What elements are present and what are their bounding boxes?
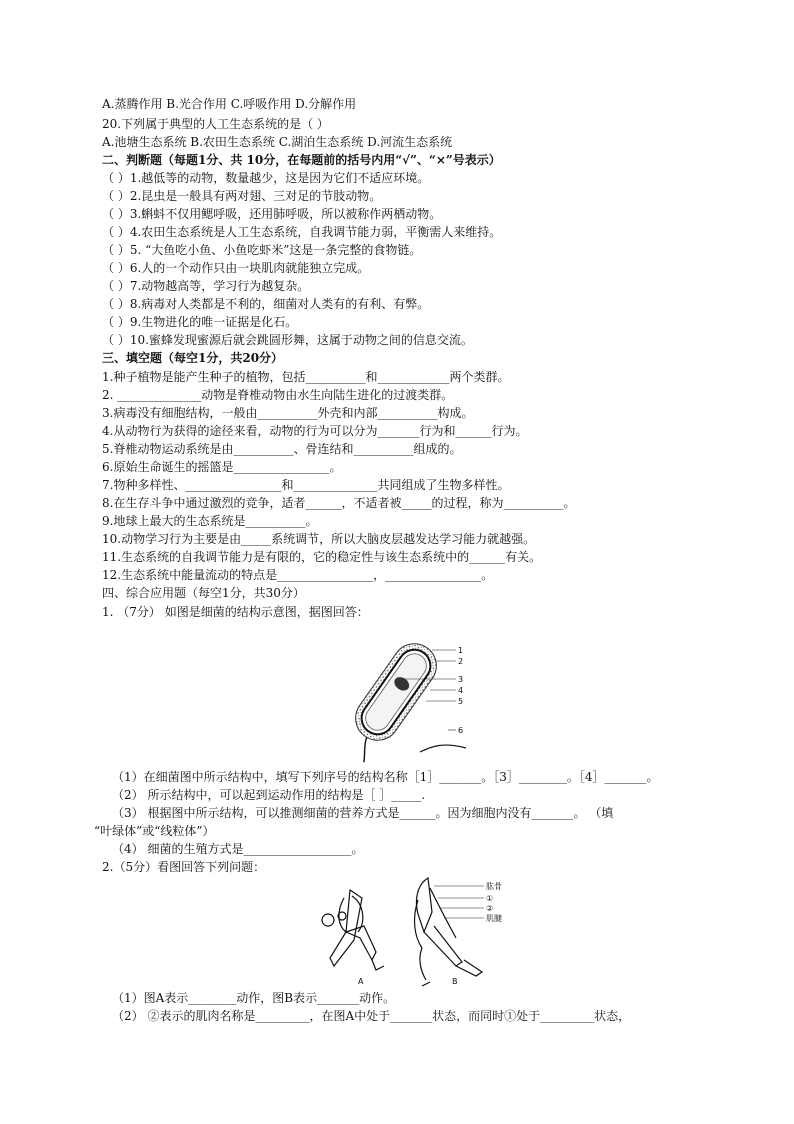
judge-item-5: （ ）5. “大鱼吃小鱼、小鱼吃虾米”这是一条完整的食物链。 bbox=[102, 243, 422, 257]
app-q1-sub-3: （3） 根据图中所示结构，可以推测细菌的营养方式是______。因为细胞内没有_______。 （填 bbox=[112, 806, 614, 820]
judge-item-10: （ ）10.蜜蜂发现蜜源后就会跳圆形舞，这属于动物之间的信息交流。 bbox=[102, 333, 473, 347]
bacteria-label-2: 2 bbox=[458, 657, 464, 666]
fill-item-11: 11.生态系统的自我调节能力是有限的，它的稳定性与该生态系统中的______有关。 bbox=[102, 550, 542, 564]
arm-label-2: ② bbox=[486, 904, 494, 913]
app-q2-stem: 2.（5分）看图回答下列问题： bbox=[102, 860, 266, 874]
arm-label-1: ① bbox=[486, 894, 494, 903]
judge-item-3: （ ）3.蝌蚪不仅用鳃呼吸，还用肺呼吸，所以被称作两栖动物。 bbox=[102, 207, 442, 221]
bacteria-diagram bbox=[340, 630, 470, 770]
bacteria-label-1: 1 bbox=[458, 646, 464, 655]
section-3-heading: 三、填空题（每空1分，共20分） bbox=[102, 351, 284, 365]
judge-item-4: （ ）4.农田生态系统是人工生态系统，自我调节能力弱，平衡需人来维持。 bbox=[102, 225, 502, 239]
app-q1-sub-2: （2） 所示结构中，可以起到运动作用的结构是［ ］_____. bbox=[112, 788, 426, 802]
judge-item-8: （ ）8.病毒对人类都是不利的，细菌对人类有的有利、有弊。 bbox=[102, 297, 430, 311]
fill-item-4: 4.从动物行为获得的途径来看，动物的行为可以分为_______行为和______行为。 bbox=[102, 424, 528, 438]
bacteria-label-6: 6 bbox=[458, 726, 464, 735]
arm-muscle-diagram bbox=[306, 874, 516, 990]
judge-item-1: （ ）1.越低等的动物，数量越少，这是因为它们不适应环境。 bbox=[102, 171, 430, 185]
arm-label-a: A bbox=[358, 977, 364, 986]
app-q1-sub-3-cont: “叶绿体”或“线粒体”） bbox=[94, 824, 215, 838]
bacteria-label-5: 5 bbox=[458, 697, 464, 706]
fill-item-10: 10.动物学习行为主要是由_____系统调节，所以大脑皮层越发达学习能力就越强。 bbox=[102, 532, 536, 546]
fill-item-3: 3.病毒没有细胞结构，一般由__________外壳和内部__________构成。 bbox=[102, 406, 474, 420]
q19-options: A.蒸腾作用 B.光合作用 C.呼吸作用 D.分解作用 bbox=[102, 97, 357, 111]
app-q1-sub-4: （4） 细菌的生殖方式是__________________。 bbox=[112, 842, 364, 856]
app-q2-sub-2: （2） ②表示的肌肉名称是_________，在图A中处于_______状态，而同时①处于_________状态， bbox=[112, 1009, 631, 1023]
fill-item-9: 9.地球上最大的生态系统是__________。 bbox=[102, 514, 318, 528]
section-2-heading: 二、判断题（每题1分、共 10分，在每题前的括号内用“√”、“×”号表示） bbox=[102, 153, 501, 167]
bacteria-label-3: 3 bbox=[458, 675, 464, 684]
fill-item-6: 6.原始生命诞生的摇篮是________________。 bbox=[102, 460, 342, 474]
fill-item-8: 8.在生存斗争中通过激烈的竞争，适者______，不适者被_____的过程，称为__________。 bbox=[102, 496, 576, 510]
judge-item-7: （ ）7.动物越高等，学习行为越复杂。 bbox=[102, 279, 310, 293]
fill-item-12: 12.生态系统中能量流动的特点是________________，________________。 bbox=[102, 568, 494, 582]
app-q1-stem: 1. （7分） 如图是细菌的结构示意图，据图回答： bbox=[102, 605, 369, 619]
judge-item-2: （ ）2.昆虫是一般具有两对翅、三对足的节肢动物。 bbox=[102, 189, 382, 203]
bacteria-label-4: 4 bbox=[458, 686, 464, 695]
judge-item-9: （ ）9.生物进化的唯一证据是化石。 bbox=[102, 315, 298, 329]
q20-options: A.池塘生态系统 B.农田生态系统 C.湖泊生态系统 D.河流生态系统 bbox=[102, 135, 453, 149]
fill-item-7: 7.物种多样性、________________和______________共同组成了生物多样性。 bbox=[102, 478, 510, 492]
section-4-heading: 四、综合应用题（每空1分，共30分） bbox=[102, 586, 305, 600]
fill-item-2: 2. ______________动物是脊椎动物由水生向陆生进化的过渡类群。 bbox=[102, 388, 454, 402]
fill-item-1: 1.种子植物是能产生种子的植物，包括__________和____________两个类群。 bbox=[102, 370, 510, 384]
fill-item-5: 5.脊椎动物运动系统是由__________、骨连结和__________组成的。 bbox=[102, 442, 462, 456]
arm-label-tendon: 肌腱 bbox=[486, 914, 502, 923]
arm-label-b: B bbox=[452, 977, 458, 986]
app-q1-sub-1: （1）在细菌图中所示结构中，填写下列序号的结构名称［1］_______。［3］________。［4］_______。 bbox=[112, 770, 659, 784]
q20-stem: 20.下列属于典型的人工生态系统的是（ ） bbox=[102, 117, 329, 131]
judge-item-6: （ ）6.人的一个动作只由一块肌肉就能独立完成。 bbox=[102, 261, 370, 275]
arm-label-humerus: 肱骨 bbox=[486, 882, 502, 891]
app-q2-sub-1: （1）图A表示________动作，图B表示_______动作。 bbox=[112, 991, 396, 1005]
